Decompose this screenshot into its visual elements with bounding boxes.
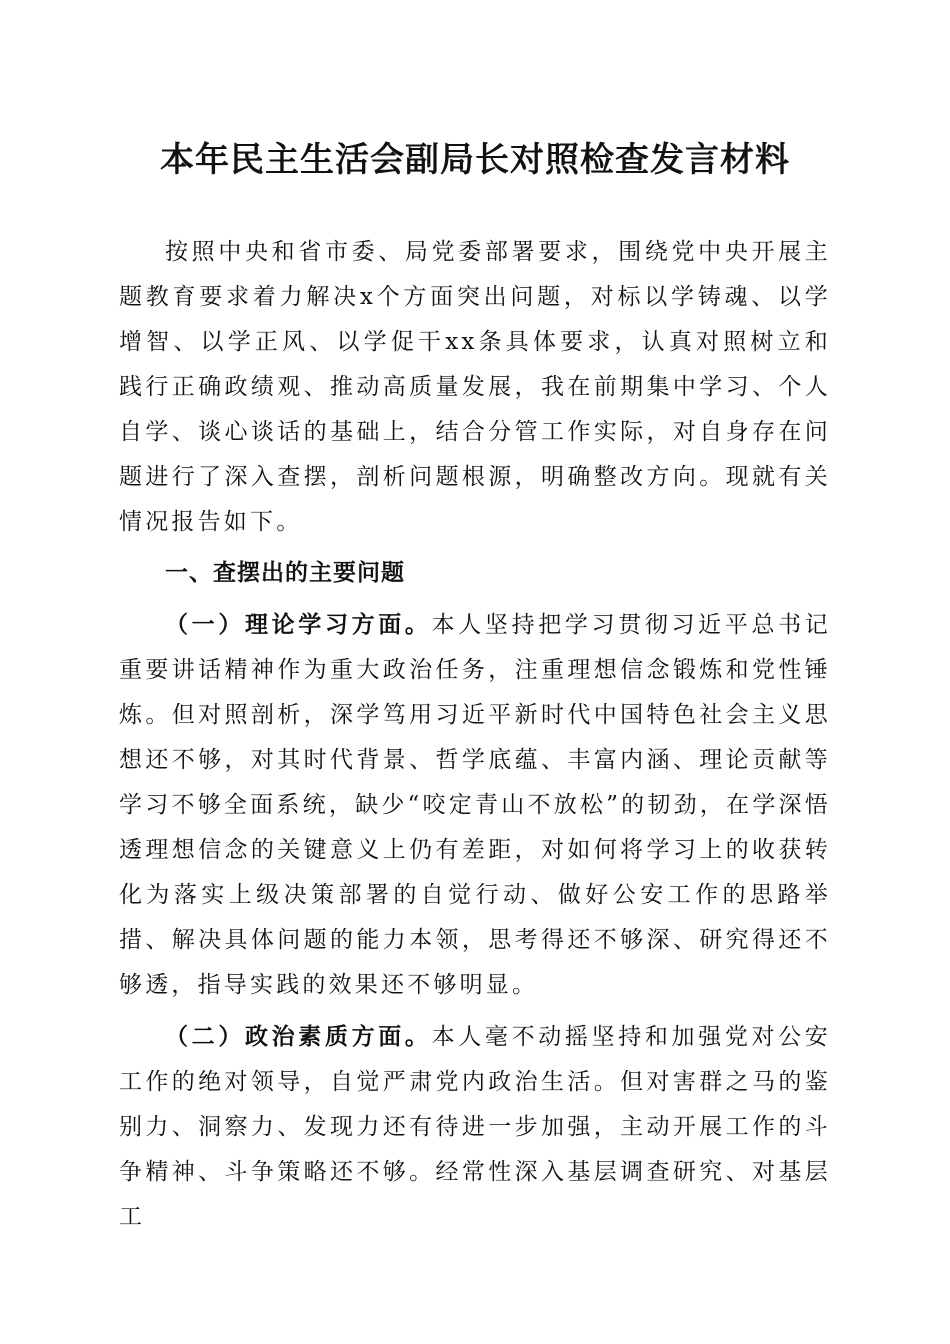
subsection-paragraph-1 [119,602,831,1008]
subsection-text-1: 本人坚持把学习贯彻习近平总书记重要讲话精神作为重大政治任务，注重理想信念锻炼和党性锤炼。但对照剖析，深学笃用习近平新时代中国特色社会主义思想还不够，对其时代背景、哲学底蕴、丰富内涵、理论贡献等学习不够全面系统，缺少“咬定青山不放松”的韧劲，在学深悟透理想信念的关键意义上仍有差距，对如何将学习上的收获转化为落实上级决策部署的自觉行动、做好公安工作的思路举措、解决具体问题的能力本领，思考得还不够深、研究得还不够透，指导实践的效果还不够明显。 [119,612,832,998]
section-heading: 一、查摆出的主要问题 [165,560,405,586]
subsection-heading-2: （二）政治素质方面。 [165,1023,432,1050]
document-body [119,230,831,1240]
document-title: 本年民主生活会副局长对照检查发言材料 [160,140,790,180]
subsection-text-2: 本人毫不动摇坚持和加强党对公安工作的绝对领导，自觉严肃党内政治生活。但对害群之马的鉴别力、洞察力、发现力还有待进一步加强，主动开展工作的斗争精神、斗争策略还不够。经常性深入基层调查研究、对基层工 [119,1024,832,1230]
intro-paragraph: 按照中央和省市委、局党委部署要求，围绕党中央开展主题教育要求着力解决x个方面突出问题，对标以学铸魂、以学增智、以学正风、以学促干xx条具体要求，认真对照树立和践行正确政绩观、推动高质量发展，我在前期集中学习、个人自学、谈心谈话的基础上，结合分管工作实际，对自身存在问题进行了深入查摆，剖析问题根源，明确整改方向。现就有关情况报告如下。 [119,239,831,535]
subsection-paragraph-2 [119,1014,831,1240]
subsection-heading-1: （一）理论学习方面。 [165,611,432,638]
